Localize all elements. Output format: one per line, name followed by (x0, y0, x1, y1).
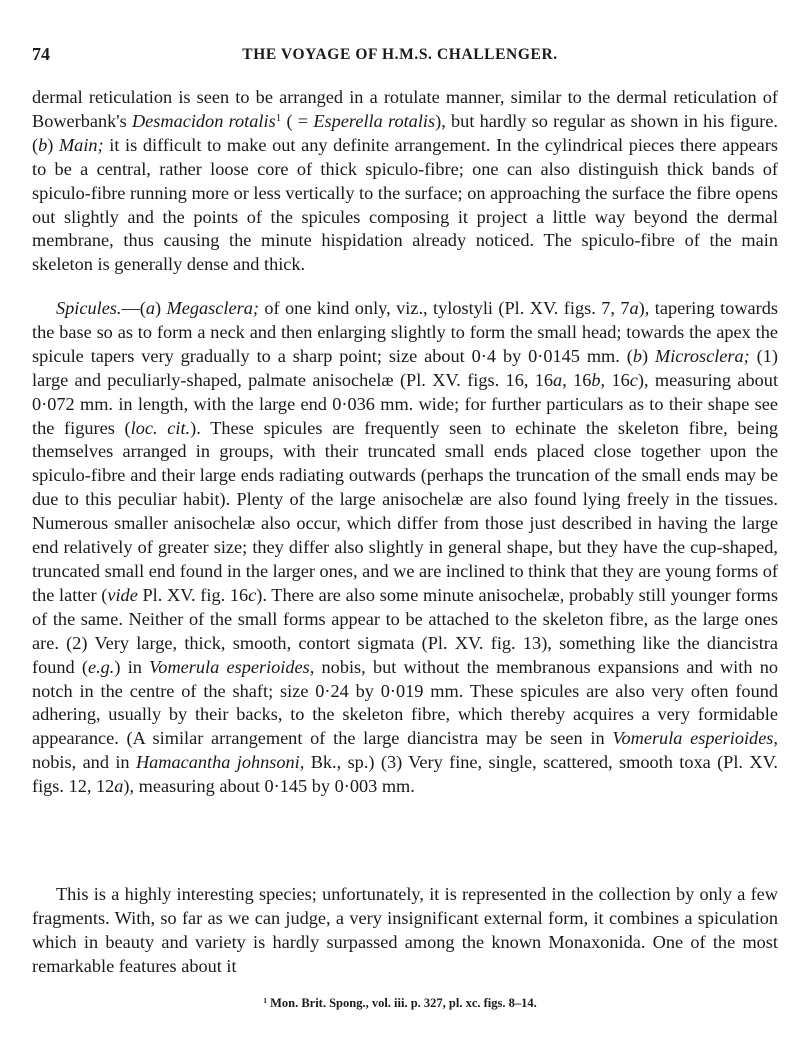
page-header (32, 44, 768, 68)
footnote (0, 996, 800, 1011)
page-number: 74 (32, 44, 50, 64)
paragraph-interesting-species: This is a highly interesting species; unfortunately, it is represented in the collection by only a few fragments. With, so far as we can judge, a very insignificant external form, it combines a spiculation which in beauty and variety is hardly surpassed among the known Monaxonida. One of the most remarkable features about it (32, 884, 778, 976)
running-title: THE VOYAGE OF H.M.S. CHALLENGER. (242, 46, 558, 63)
footnote-text: Mon. Brit. Spong., vol. iii. p. 327, pl. xc. figs. 8–14. (266, 996, 537, 1010)
body-text-spicules (32, 297, 778, 799)
footnote-marker: 1 (263, 995, 267, 1005)
body-text-discussion (32, 883, 778, 979)
paragraph-spicules: Spicules.—(a) Megasclera; of one kind only, viz., tylostyli (Pl. XV. figs. 7, 7a), tapering towards the base so as to form a neck and then enlarging slightly to form the small head; towards the apex the spicule tapers very gradually to a sharp point; size about 0·4 by 0·0145 mm. (b) Microsclera; (1) large and peculiarly-shaped, palmate anisochelæ (Pl. XV. figs. 16, 16a, 16b, 16c), measuring about 0·072 mm. in length, with the large end 0·036 mm. wide; for further particulars as to their shape see the figures (loc. cit.). These spicules are frequently seen to echinate the skeleton fibre, being themselves arranged in groups, with their truncated small ends placed close together upon the spiculo-fibre and their large ends radiating outwards (perhaps the truncation of the small ends may be due to this peculiar habit). Plenty of the large anisochelæ are also found lying freely in the tissues. Numerous smaller anisochelæ also occur, which differ from those just described in having the large end relatively of greater size; they differ also slightly in general shape, but they have the cup-shaped, truncated small end found in the larger ones, and we are inclined to think that they are young forms of the latter (vide Pl. XV. fig. 16c). There are also some minute anisochelæ, probably still younger forms of the same. Neither of the small forms appear to be attached to the skeleton fibre, as the large ones are. (2) Very large, thick, smooth, contort sigmata (Pl. XV. fig. 13), something like the diancistra found (e.g.) in Vomerula esperioides, nobis, but without the membranous expansions and with no notch in the centre of the shaft; size 0·24 by 0·019 mm. These spicules are also very often found adhering, usually by their backs, to the skeleton fibre, which thereby acquires a very formidable appearance. (A similar arrangement of the large diancistra may be seen in Vomerula esperioides, nobis, and in Hamacantha johnsoni, Bk., sp.) (3) Very fine, single, scattered, smooth toxa (Pl. XV. figs. 12, 12a), measuring about 0·145 by 0·003 mm. (32, 298, 779, 797)
footnote-reference: 1 (275, 111, 282, 124)
body-text-continued (32, 86, 778, 277)
paragraph-dermal-reticulation: dermal reticulation is seen to be arranged in a rotulate manner, similar to the dermal reticulation of Bowerbank's Desmacidon rotalis$^1$ ( = Esperella rotalis), but hardly so regular as shown in his figure. (b) Main; it is difficult to make out any definite arrangement. In the cylindrical pieces there appears to be a central, rather loose core of thick spiculo-fibre; one can also distinguish thick bands of spiculo-fibre running more or less vertically to the surface; on approaching the surface the fibre opens out slightly and the points of the spicules composing it project a little way beyond the dermal membrane, thus causing the minute hispidation already noticed. The spiculo-fibre of the main skeleton is generally dense and thick. (32, 87, 778, 275)
